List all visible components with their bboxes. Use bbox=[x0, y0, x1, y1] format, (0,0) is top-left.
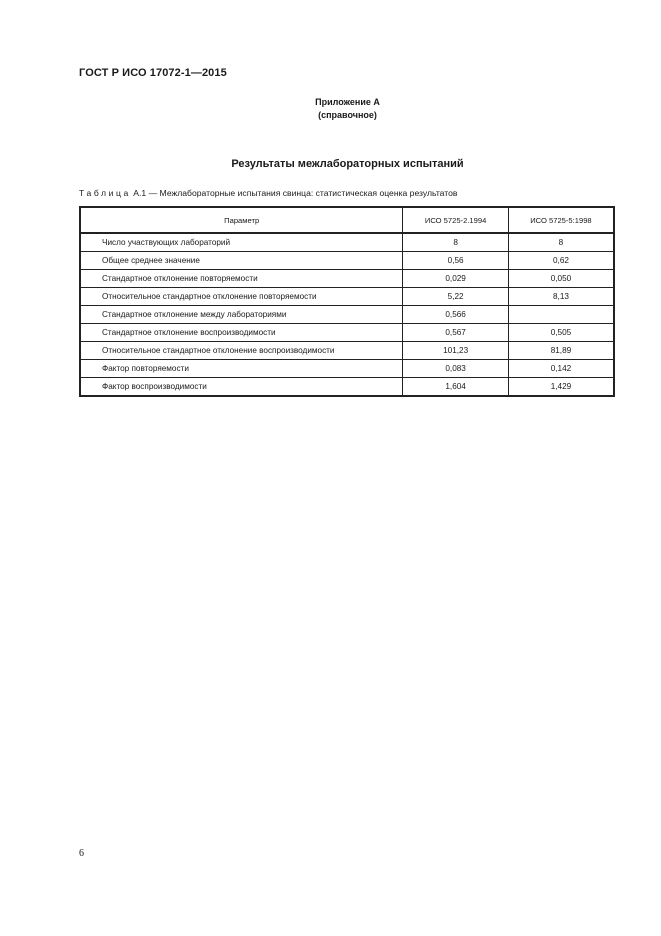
value-cell-iso-5725-5: 81,89 bbox=[508, 342, 614, 360]
value-cell-iso-5725-2: 0,567 bbox=[403, 324, 509, 342]
column-header-iso-5725-2: ИСО 5725-2.1994 bbox=[403, 207, 509, 233]
page-number: 6 bbox=[79, 848, 84, 859]
value-cell-iso-5725-2: 0,566 bbox=[403, 306, 509, 324]
parameter-cell: Стандартное отклонение повторяемости bbox=[80, 270, 403, 288]
parameter-cell: Общее среднее значение bbox=[80, 252, 403, 270]
table-row bbox=[80, 233, 614, 252]
value-cell-iso-5725-5 bbox=[508, 306, 614, 324]
value-cell-iso-5725-5: 1,429 bbox=[508, 378, 614, 397]
parameter-cell: Стандартное отклонение между лабораториями bbox=[80, 306, 403, 324]
table-header-row bbox=[80, 207, 614, 233]
value-cell-iso-5725-2: 8 bbox=[403, 233, 509, 252]
value-cell-iso-5725-2: 0,029 bbox=[403, 270, 509, 288]
annex-title: Приложение А bbox=[315, 97, 380, 107]
table-caption bbox=[79, 188, 457, 198]
column-header-parameter: Параметр bbox=[80, 207, 403, 233]
parameter-cell: Стандартное отклонение воспроизводимости bbox=[80, 324, 403, 342]
parameter-cell: Относительное стандартное отклонение воспроизводимости bbox=[80, 342, 403, 360]
results-table bbox=[79, 206, 615, 397]
value-cell-iso-5725-2: 0,56 bbox=[403, 252, 509, 270]
table-row bbox=[80, 270, 614, 288]
value-cell-iso-5725-5: 0,62 bbox=[508, 252, 614, 270]
parameter-cell: Относительное стандартное отклонение повторяемости bbox=[80, 288, 403, 306]
table-row bbox=[80, 324, 614, 342]
section-title: Результаты межлабораторных испытаний bbox=[231, 158, 464, 170]
table-row bbox=[80, 342, 614, 360]
value-cell-iso-5725-2: 1,604 bbox=[403, 378, 509, 397]
column-header-iso-5725-5: ИСО 5725-5:1998 bbox=[508, 207, 614, 233]
parameter-cell: Число участвующих лабораторий bbox=[80, 233, 403, 252]
table-row bbox=[80, 360, 614, 378]
standard-header: ГОСТ Р ИСО 17072-1—2015 bbox=[79, 67, 227, 79]
parameter-cell: Фактор воспроизводимости bbox=[80, 378, 403, 397]
table-row bbox=[80, 306, 614, 324]
table-row bbox=[80, 288, 614, 306]
table-row bbox=[80, 252, 614, 270]
table-caption-label: Таблица bbox=[79, 188, 131, 198]
table-row bbox=[80, 378, 614, 397]
value-cell-iso-5725-2: 101,23 bbox=[403, 342, 509, 360]
parameter-cell: Фактор повторяемости bbox=[80, 360, 403, 378]
annex-heading bbox=[0, 96, 661, 122]
table-caption-text: А.1 — Межлабораторные испытания свинца: статистическая оценка результатов bbox=[130, 188, 458, 198]
value-cell-iso-5725-5: 0,142 bbox=[508, 360, 614, 378]
value-cell-iso-5725-5: 8,13 bbox=[508, 288, 614, 306]
value-cell-iso-5725-5: 0,505 bbox=[508, 324, 614, 342]
value-cell-iso-5725-2: 0,083 bbox=[403, 360, 509, 378]
annex-subtitle: (справочное) bbox=[318, 110, 377, 120]
value-cell-iso-5725-2: 5,22 bbox=[403, 288, 509, 306]
value-cell-iso-5725-5: 8 bbox=[508, 233, 614, 252]
value-cell-iso-5725-5: 0,050 bbox=[508, 270, 614, 288]
